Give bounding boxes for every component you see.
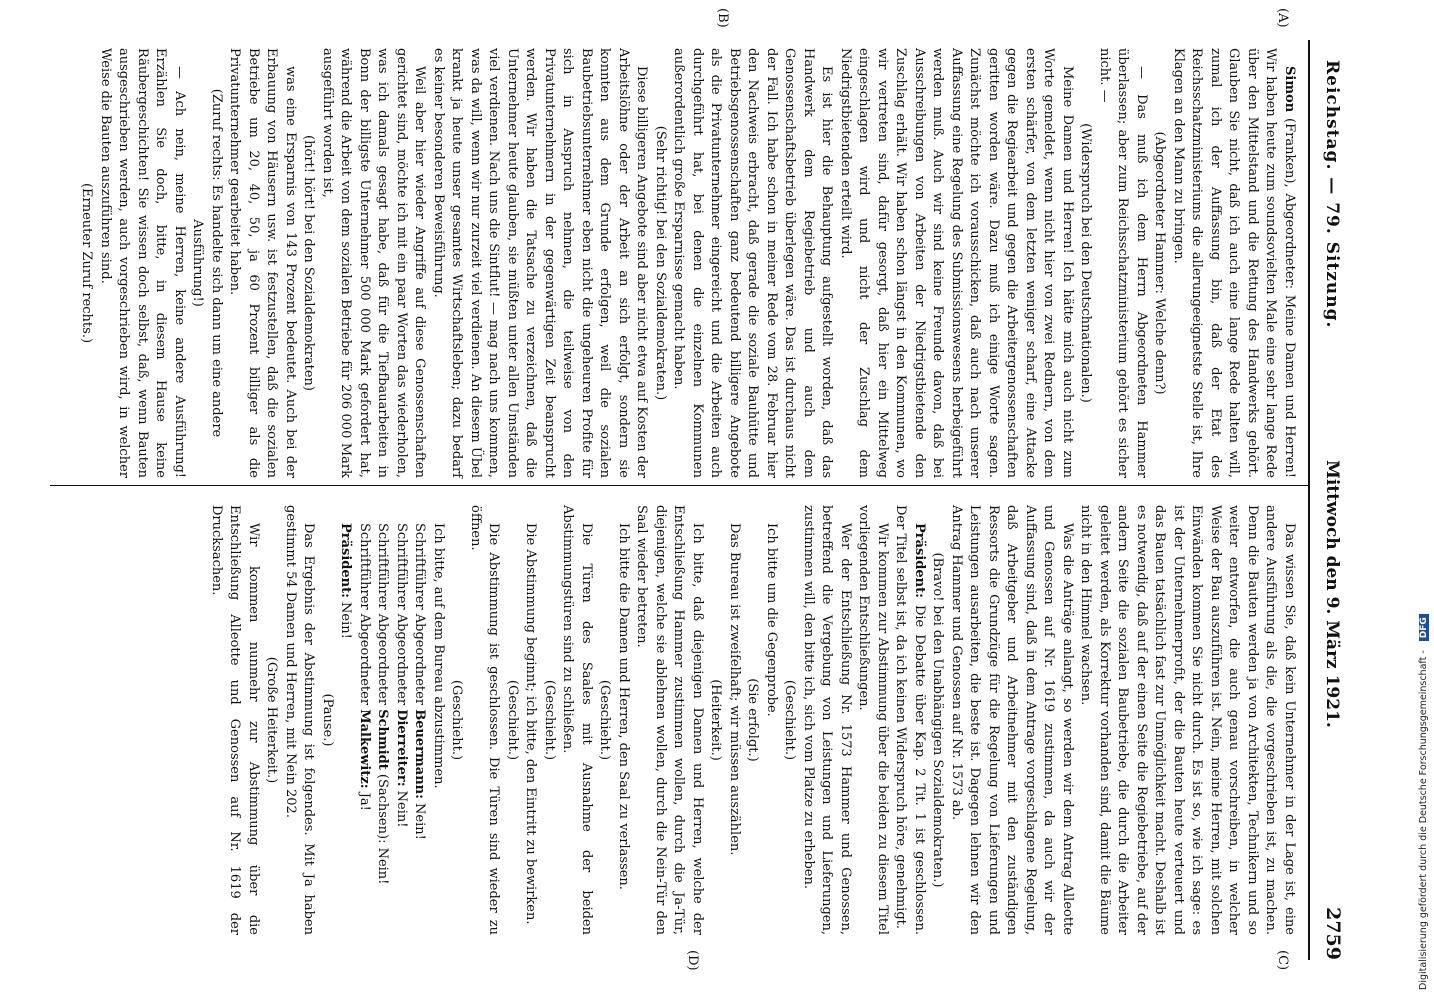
paragraph [725,505,744,935]
margin-marker-a: (A) [1275,8,1290,28]
interjection [1076,48,1095,478]
paragraph-text: (Franken), Abgeordneter: Meine Damen und Herren! Wir haben heute zum soundsovielten Male eine sehr lange Rede über den Mittelstand und die Rettung des Handwerks gehört. Glauben Sie nicht, daß ich auch eine lange Rede halten will, zumal ich der Auffassung bin, daß der Etat des Reichsschatzministeriums die allerungeeignetste Stelle ist, Ihre Klagen an den Mann zu bringen. [1171,48,1297,478]
paragraph [466,505,503,935]
paragraph-text: (Sehr richtig! bei den Sozialdemokraten.) [653,125,668,401]
header-session: Reichstag. — 79. Sitzung. [1322,60,1342,329]
paragraph-text: Was die Anträge anlangt, so werden wir dem Antrag Alleotte und Genossen auf Nr. 1619 zustimmen, da auch wir der Auffassung sind, daß in dem Antrage vorgeschlagene Regelung, daß Arbeitgeber und Arbeitnehmer mit den zuständigen Ressorts die Grundzüge für die Regelung von Lieferungen und Leistungen ausarbeiten, die beste ist. Dagegen lehnen wir den Antrag Hammer und Genossen auf Nr. 1573 ab. [949,505,1075,935]
speaker-name: Beuermann: [412,709,428,799]
paragraph-text: Es ist hier die Behauptung aufgestellt worden, daß das Handwerk dem Regiebetrieb und auch dem Genossenschaftsbetrieb überlegen wäre. Das ist durchaus nicht der Fall. Ich habe schon in meiner Rede vom 28. Februar hier den Nachweis erbracht, daß gerade die soziale Bauhütte und Betriebsgenossenschaften ganz bedeutend billigere Angebote als die Privatunternehmer eingereicht und die Arbeiten auch durchgeführt hat, bei denen die einzelnen Kommunen außerordentlich große Ersparnisse gemacht haben. [671,48,835,478]
paragraph-text: was eine Ersparnis von 143 Prozent bedeutet. Auch bei der Erbauung von Häusern usw. ist festzustellen, daß die sozialen Betriebe um 20, 40, 50, ja 60 Prozent billiger als die Privatunternehmer gearbeitet haben. [227,48,298,478]
paragraph [558,505,595,935]
paragraph [373,505,392,935]
speaker-name: Präsident: [338,523,354,598]
paragraph [429,505,448,935]
paragraph-text: Schriftführer Abgeordneter [412,523,428,710]
column-divider [50,485,1308,486]
paragraph [669,48,836,478]
interjection [299,48,318,478]
paragraph-text: (Zuruf rechts: Es handelte sich dann um eine andere Ausführung!) [190,88,224,438]
interjection [595,505,614,935]
paragraph [1169,48,1299,478]
paragraph [521,505,540,935]
paragraph-text: (Heiterkeit.) [708,679,724,761]
paragraph-text: Weil aber hier wieder Angriffe auf diese Genossenschaften gerichtet sind, möchte ich mit ein paar Worten das wiederholen, was ich damals gesagt habe, daß für die Tiefbauarbeiten in Bonn der billigste Unternehmer 500 000 Mark gefordert hat, während die Arbeit von dem sozialen Betriebe für 206 000 Mark ausgeführt worden ist, [320,48,428,478]
paragraph [355,505,374,935]
paragraph-text: Diese billigeren Angebote sind aber nicht etwa auf Kosten der Arbeitslöhne oder der Arbeit an sich erfolgt, sondern sie konnten aus dem Grunde erfolgen, weil die sozialen Baubetriebsunternehmer eben nicht die ungeheuren Profite für sich in Anspruch nehmen, die teilweise von den Privatunternehmern in der gegenwärtigen Zeit beansprucht werden. Wir haben die Tatsache zu verzeichnen, daß die Unternehmer heute glauben, sie müßten unter allen Umständen viel verdienen. Nach uns die Sintflut! — mag nach uns kommen, was da will, wenn wir nur zurzeit viel verdienen. An diesem Übel krankt ja heute unser gesamtes Wirtschaftsleben; dazu bedarf es keiner besonderen Beweisführung. [431,48,650,478]
paragraph-text: Meine Damen und Herren! Ich hätte mich auch nicht zum Worte gemeldet, wenn nicht hier von zwei Rednern, von dem ersten schärfer, von dem letzten weniger scharf, eine Attacke gegen die Regiearbeit und gegen die Arbeitergenossenschaften geritten worden wäre. Dazu muß ich einige Worte sagen. Zunächst möchte ich vorausschicken, daß auch nach unserer Auffassung eine Regelung des Submissionswesens herbeigeführt werden muß. Auch wir sind keine Freunde davon, daß bei Ausschreibungen von Arbeiten der Niedrigstbietende den Zuschlag erhält. Wir haben schon längst in den Kommunen, wo wir vertreten sind, dafür gesorgt, daß hier ein Mittelweg eingeschlagen wird und nicht der Zuschlag dem Niedrigstbietenden erteilt wird. [838,48,1075,478]
speaker-name: Präsident: [912,523,927,598]
paragraph-text: Wir kommen nunmehr zur Abstimmung über die Entschließung Alleotte und Genossen auf Nr. 1619 der Drucksachen. [209,505,261,935]
paragraph-text: Schriftführer Abgeordneter [394,523,409,710]
paragraph [318,48,429,478]
paragraph [1076,505,1298,935]
digitization-note [1396,10,1429,990]
paragraph-text: Ich bitte um die Gegenprobe. [764,523,779,717]
page-header [1312,30,1352,970]
paragraph [96,48,189,478]
paragraph-text: Ich bitte, auf dem Bureau abzustimmen. [431,523,446,789]
paragraph-text: Ich bitte, daß diejenigen Damen und Herren, welche der Entschließung Hammer zustimmen wollen, durch die Ja-Tür, diejenigen, welche sie ablehnen wollen, durch die Nein-Tür den Saal wieder betreten. [634,505,705,935]
paragraph-text: (Pause.) [320,693,335,747]
paragraph-tail: Ja! [357,788,372,811]
paragraph-text: (Geschieht.) [542,679,557,761]
paragraph [854,505,891,935]
interjection [447,505,466,935]
speaker-name: Simon [1282,66,1297,113]
interjection [651,48,670,478]
paragraph-tail: Nein! [412,798,428,840]
paragraph [281,505,318,935]
paragraph [614,505,633,935]
interjection [1150,48,1169,478]
paragraph-text: (Bravo! bei den Unabhängigen Sozialdemokraten.) [930,552,946,888]
interjection [743,505,762,935]
paragraph-text: (Widerspruch bei den Deutschnationalen.) [1078,123,1094,403]
paragraph [762,505,781,935]
paragraph-tail: (Sachsen): Nein! [375,769,391,885]
interjection [318,505,337,935]
paragraph [410,505,429,935]
interjection [188,48,225,478]
paragraph-text: Die Abstimmung beginnt; ich bitte, den Eintritt zu bewirken. [523,523,539,925]
paragraph-text: Die Türen des Saales mit Ausnahme der beiden Abstimmungstüren sind zu schließen. [560,505,594,935]
paragraph-text: Wir kommen zur Abstimmung über die beiden zu diesem Titel vorliegenden Entschließungen. [856,505,890,935]
paragraph-text: Schriftführer Abgeordneter [375,523,391,710]
paragraph [429,48,651,478]
margin-marker-b: (B) [715,8,730,28]
paragraph-text: (Große Heiterkeit.) [264,656,280,784]
paragraph [225,48,299,478]
paragraph-text: (Erneuter Zuruf rechts.) [79,182,95,344]
interjection [77,48,96,478]
interjection [262,505,281,935]
speaker-name: Dierreiter: [394,709,409,787]
paragraph-text: Das Ergebnis der Abstimmung ist folgendes. Mit Ja haben gestimmt 54 Damen und Herren, mit Nein 202. [283,505,317,935]
digitization-text: Digitalisierung gefördert durch die Deutsche Forschungsgemeinschaft - [1418,650,1429,990]
paragraph [632,505,706,935]
paragraph-text: (Abgeordneter Hammer: Welche denn?) [1152,131,1168,395]
paragraph [392,505,411,935]
paragraph [799,505,855,935]
paragraph-text: Ich bitte die Damen und Herren, den Saal zu verlassen. [616,523,631,890]
paragraph [947,505,1077,935]
paragraph-text: (Geschieht.) [597,679,613,761]
interjection [503,505,522,935]
paragraph-text: (Geschieht.) [449,679,465,761]
interjection [706,505,725,935]
paragraph-text: Das Bureau ist zweifelhaft; wir müssen auszählen. [727,523,742,856]
paragraph-text: (hört! hört! bei den Sozialdemokraten) [301,135,317,391]
page-number: 2759 [1322,907,1344,960]
paragraph-text: Die Abstimmung ist geschlossen. Die Türen sind wieder zu öffnen. [468,505,502,935]
speaker-name: Schmidt [375,709,391,770]
margin-marker-d: (D) [685,950,700,971]
paragraph-text: Nein! [338,597,354,639]
header-rule [1308,40,1310,960]
paragraph [836,48,1077,478]
paragraph-text: Schriftführer Abgeordneter [357,523,372,710]
paragraph [1095,48,1151,478]
paragraph [336,505,355,935]
interjection [928,505,947,935]
paragraph-tail: Nein! [394,786,409,828]
paragraph-text: Das wissen Sie, daß kein Unternehmer in der Lage ist, eine andere Ausführung als die, die vorgeschrieben ist, zu machen. Denn die Bauten werden ja von Architekten, Technikern und so weiter entworfen, die auch genau vorschreiben, in welcher Weise der Bau auszuführen ist. Nein, meine Herren, mit solchen Einwänden kommen Sie nicht durch. Es ist so, wie ich sage: es ist der Unternehmerprofit, der die Bauten heute verteuert und das Bauen tatsächlich fast zur Unmöglichkeit macht. Deshalb ist es notwendig, daß auf der einen Seite die Regiebetriebe, auf der andern Seite die sozialen Baubetriebe, die durch die Arbeiter geleitet werden, als Korrektur vorhanden sind, damit die Bäume nicht in den Himmel wachsen. [1078,505,1297,935]
interjection [540,505,559,935]
paragraph-text: (Geschieht.) [505,679,520,761]
paragraph [207,505,263,935]
header-date: Mittwoch den 9. März 1921. [1322,460,1342,728]
paragraph-text: Die Debatte über Kap. 2 Tit. 1 ist geschlossen. Der Titel selbst ist, da ich keinen Widerspruch höre, genehmigt. [893,505,927,935]
margin-marker-c: (C) [1275,950,1290,971]
speaker-name: Malkewitz: [357,709,372,789]
dfg-logo: DFG [1419,614,1429,641]
interjection [780,505,799,935]
paragraph-text: — Das muß ich dem Herrn Abgeordneten Hammer überlassen; aber zum Reichsschatzministerium gehört es sicher nicht. — [1097,48,1149,478]
paragraph-text: — Ach nein, meine Herren, keine andere Ausführung! Erzählen Sie doch, bitte, in diesem Hause keine Räubergeschichten! Sie wissen doch selbst, daß, wenn Bauten ausgeschrieben werden, auch vorgeschrieben wird, in welcher Weise die Bauten auszuführen sind. [98,48,187,478]
paragraph [891,505,928,935]
right-column [207,505,1299,935]
left-column [77,48,1298,478]
paragraph-text: Wer der Entschließung Nr. 1573 Hammer und Genossen, betreffend die Vergebung von Leistungen und Lieferungen, zustimmen will, den bitte ich, sich vom Platze zu erheben. [801,505,853,935]
paragraph-text: (Sie erfolgt.) [745,678,761,762]
paragraph-text: (Geschieht.) [782,679,798,761]
